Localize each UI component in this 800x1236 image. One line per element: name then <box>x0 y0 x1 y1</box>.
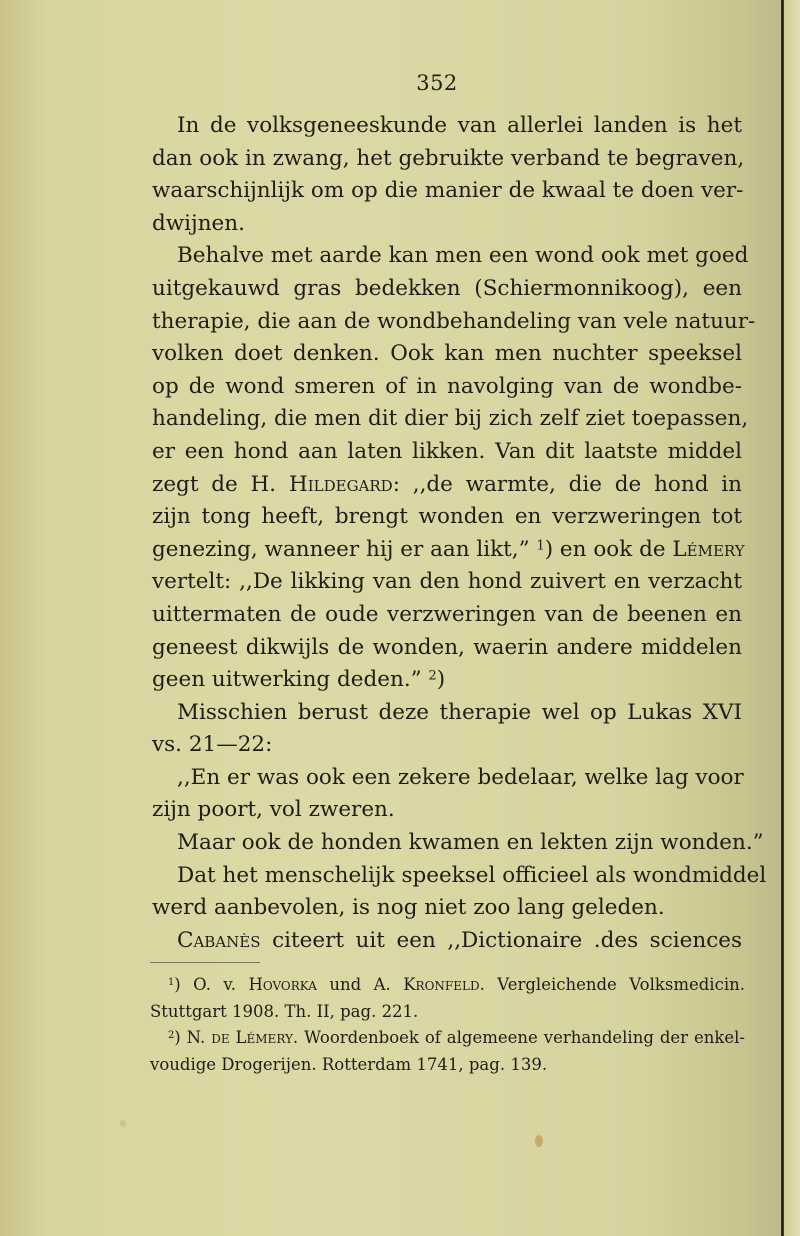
adjacent-page-edge <box>784 0 800 1236</box>
footnote-line <box>150 972 745 999</box>
text-line: zijn tong heeft, brengt wonden en verzweringen tot <box>152 504 742 530</box>
text-run: ) en ook de <box>544 536 673 562</box>
text-run: ) N. <box>174 1028 212 1047</box>
text-line: werd aanbevolen, is nog niet zoo lang geleden. <box>152 895 665 921</box>
text-line: In de volksgeneeskunde van allerlei landen is het <box>177 113 742 138</box>
body-text <box>152 110 767 957</box>
text-line: Maar ook de honden kwamen en lekten zijn wonden.” <box>177 830 764 856</box>
paper-stain <box>120 1120 126 1127</box>
text-run: : ,,de warmte, die de hond in <box>392 471 742 497</box>
small-caps-name: de Lémery <box>211 1028 293 1047</box>
text-line: volken doet denken. Ook kan men nuchter speeksel <box>152 341 742 367</box>
text-line: op de wond smeren of in navolging van de wondbe- <box>152 373 742 399</box>
text-line <box>152 469 742 502</box>
footnote-line <box>150 1025 745 1052</box>
small-caps-name: Cabanès <box>177 927 261 953</box>
text-line <box>152 664 742 697</box>
text-run: . Woordenboek of algemeene verhandeling der enkel- <box>292 1028 745 1047</box>
text-run: genezing, wanneer hij er aan likt,” <box>152 536 537 562</box>
text-run: citeert uit een ,,Dictionaire .des sciences <box>260 927 742 953</box>
text-line: Behalve met aarde kan men een wond ook met goed <box>177 243 749 269</box>
text-run: . Vergleichende Volksmedicin. <box>479 975 745 994</box>
text-line: uittermaten de oude verzweringen van de beenen en <box>152 601 742 627</box>
text-line: waarschijnlijk om op die manier de kwaal te doen ver- <box>152 178 744 204</box>
text-line: handeling, die men dit dier bij zich zelf ziet toepassen, <box>152 406 749 432</box>
text-run: und A. <box>316 975 404 994</box>
footnote-ref: 1 <box>168 977 175 989</box>
text-line: vertelt: ,,De likking van den hond zuivert en verzacht <box>152 569 742 595</box>
text-line: vs. 21—22: <box>152 732 273 758</box>
text-line: therapie, die aan de wondbehandeling van vele natuur- <box>152 308 756 334</box>
text-line <box>152 925 742 958</box>
footnote-ref: 2 <box>428 668 437 684</box>
text-line: ,,En er was ook een zekere bedelaar, welke lag voor <box>177 764 744 790</box>
page-number: 352 <box>416 71 458 95</box>
small-caps-name: Hovorka <box>248 975 317 994</box>
text-run: ) <box>436 667 446 693</box>
small-caps-name: Hildegard <box>288 471 393 497</box>
small-caps-name: Lémery <box>672 536 745 562</box>
text-line: Dat het menschelijk speeksel officieel als wondmiddel <box>177 862 767 888</box>
text-line <box>152 534 745 567</box>
footnote-divider <box>150 962 260 963</box>
footnote-line: Stuttgart 1908. Th. II, pag. 221. <box>150 1001 419 1021</box>
footnotes <box>150 972 745 1078</box>
text-run: ) O. v. <box>174 975 249 994</box>
text-line: Misschien berust deze therapie wel op Lukas XVI <box>177 699 742 725</box>
small-caps-name: Kronfeld <box>403 975 480 994</box>
paper-stain <box>535 1135 543 1147</box>
footnote-ref: 1 <box>536 538 545 554</box>
text-run: zegt de H. <box>152 471 289 497</box>
text-line: er een hond aan laten likken. Van dit laatste middel <box>152 438 742 464</box>
footnote-line: voudige Drogerijen. Rotterdam 1741, pag. 139. <box>150 1054 548 1074</box>
text-run: geen uitwerking deden.” <box>152 667 429 693</box>
text-line: uitgekauwd gras bedekken (Schiermonnikoog), een <box>152 275 742 301</box>
text-line: geneest dikwijls de wonden, waerin andere middelen <box>152 634 742 660</box>
text-line: zijn poort, vol zweren. <box>152 797 395 823</box>
text-line: dwijnen. <box>152 210 245 236</box>
footnote-ref: 2 <box>168 1030 175 1042</box>
text-line: dan ook in zwang, het gebruikte verband te begraven, <box>152 145 745 171</box>
